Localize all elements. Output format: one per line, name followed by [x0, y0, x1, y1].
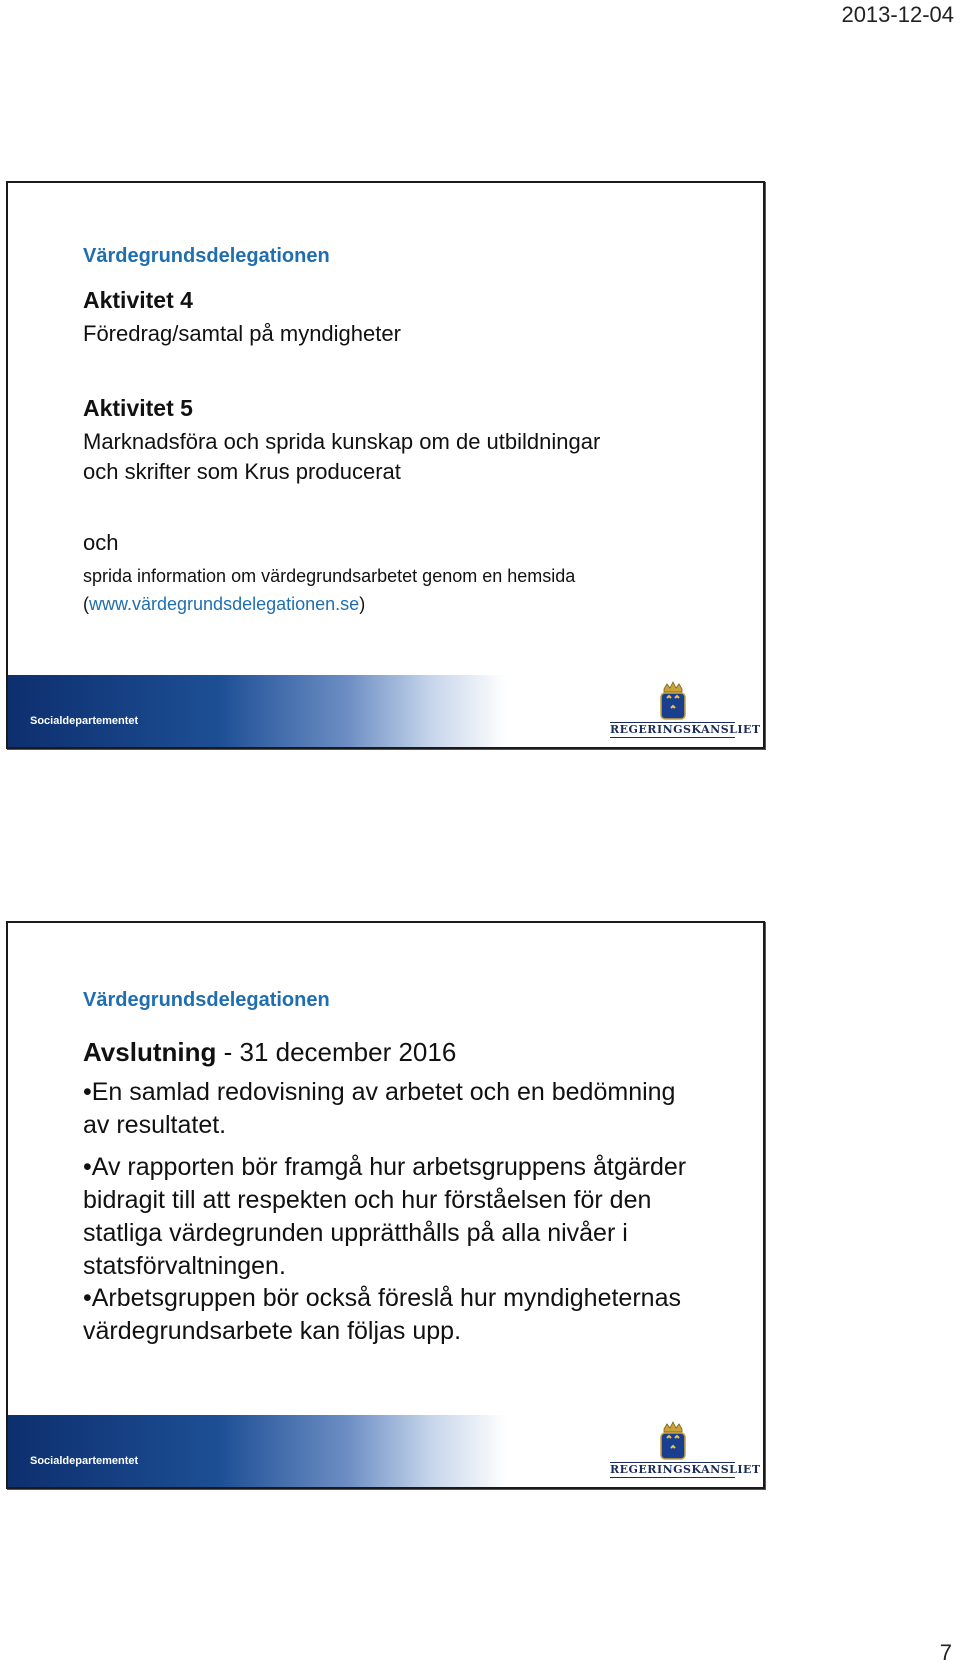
slide-heading: Värdegrundsdelegationen [83, 989, 330, 1011]
spread-block [83, 528, 743, 618]
link-close-paren: ) [359, 594, 366, 614]
closing-title-date: - 31 december 2016 [216, 1037, 457, 1067]
activity-4-title: Aktivitet 4 [83, 287, 193, 313]
activity-5-text-line-1: Marknadsföra och sprida kunskap om de utbildningar [83, 429, 601, 454]
bullet-item: •Arbetsgruppen bör också föreslå hur myndigheternas värdegrundsarbete kan följas upp. [83, 1284, 681, 1345]
logo-text: REGERINGSKANSLIET [610, 1463, 761, 1476]
slide-footer [8, 675, 763, 747]
activity-5-title: Aktivitet 5 [83, 395, 193, 421]
website-line [83, 590, 743, 618]
activity-4 [83, 287, 743, 349]
och-label: och [83, 530, 119, 555]
activity-5-text-line-2: och skrifter som Krus producerat [83, 459, 401, 484]
closing-title [83, 1037, 456, 1068]
closing-title-bold: Avslutning [83, 1037, 217, 1067]
activity-5 [83, 395, 743, 487]
spread-text: sprida information om värdegrundsarbetet genom en hemsida [83, 566, 576, 586]
department-label: Socialdepartementet [30, 715, 139, 727]
page-number: 7 [939, 1640, 952, 1665]
website-link[interactable]: www.värdegrundsdelegationen.se [89, 594, 360, 614]
logo-text: REGERINGSKANSLIET [610, 723, 761, 736]
slide-footer [8, 1415, 763, 1487]
department-label: Socialdepartementet [30, 1455, 139, 1467]
link-open-paren: ( [83, 594, 89, 614]
crown-emblem-icon [658, 681, 688, 721]
slide-2 [6, 921, 765, 1489]
page-date: 2013-12-04 [841, 2, 954, 27]
bullet-item: •En samlad redovisning av arbetet och en bedömning av resultatet. [83, 1078, 676, 1139]
slide-heading: Värdegrundsdelegationen [83, 245, 330, 267]
bullet-item: •Av rapporten bör framgå hur arbetsgruppens åtgärder bidragit till att respekten och hur förståelsen för den statliga värdegrunden upprätthålls på alla nivåer i statsförvaltningen. [83, 1153, 687, 1280]
activity-4-text: Föredrag/samtal på myndigheter [83, 321, 401, 346]
crown-emblem-icon [658, 1421, 688, 1461]
regeringskansliet-logo [610, 681, 761, 741]
slide-1 [6, 181, 765, 749]
regeringskansliet-logo [610, 1421, 761, 1481]
